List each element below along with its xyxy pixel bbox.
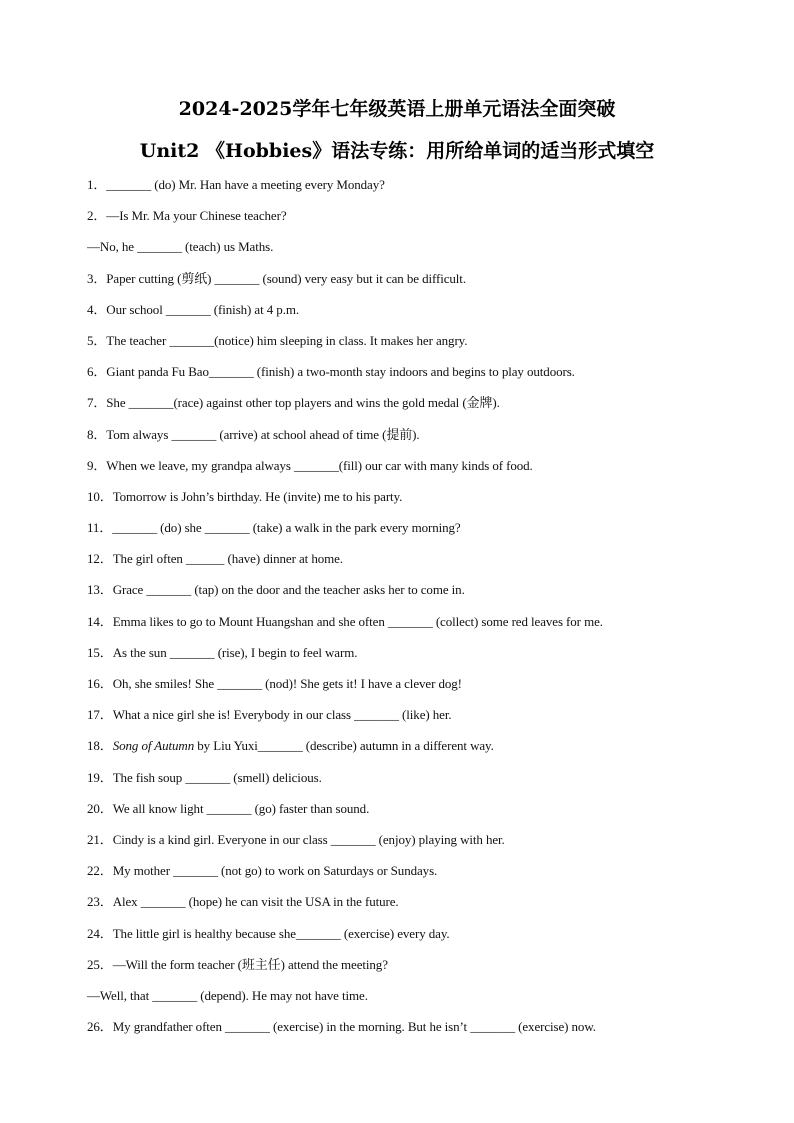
exercise-line: —Well, that _______ (depend). He may not have time. bbox=[87, 987, 368, 1003]
exercise-line: 14．Emma likes to go to Mount Huangshan and she often _______ (collect) some red leaves for me. bbox=[87, 613, 603, 629]
exercise-line: 12．The girl often ______ (have) dinner at home. bbox=[87, 551, 343, 567]
exercise-line: 7．She _______(race) against other top players and wins the gold medal (金牌). bbox=[87, 395, 500, 411]
exercise-line: 8．Tom always _______ (arrive) at school ahead of time (提前). bbox=[87, 426, 420, 442]
exercise-line: 11．_______ (do) she _______ (take) a walk in the park every morning? bbox=[87, 520, 461, 536]
exercise-line: 24．The little girl is healthy because she_______ (exercise) every day. bbox=[87, 925, 450, 941]
exercise-line: 25．—Will the form teacher (班主任) attend the meeting? bbox=[87, 956, 388, 972]
exercise-line: 2．—Is Mr. Ma your Chinese teacher? bbox=[87, 208, 287, 224]
exercise-line: —No, he _______ (teach) us Maths. bbox=[87, 239, 274, 255]
worksheet-title: 2024-2025学年七年级英语上册单元语法全面突破 bbox=[178, 98, 616, 120]
exercise-line: 16．Oh, she smiles! She _______ (nod)! She gets it! I have a clever dog! bbox=[87, 676, 462, 691]
exercise-line: 4．Our school _______ (finish) at 4 p.m. bbox=[87, 301, 300, 317]
book-title: Song of Autumn bbox=[112, 738, 195, 754]
worksheet-subtitle: Unit2 《Hobbies》语法专练：用所给单词的适当形式填空 bbox=[139, 140, 655, 162]
exercise-line: 26．My grandfather often _______ (exercise) in the morning. But he isn’t _______ (exercise) now. bbox=[87, 1019, 596, 1035]
exercise-line: 5．The teacher _______(notice) him sleeping in class. It makes her angry. bbox=[87, 332, 468, 348]
exercise-line: 21．Cindy is a kind girl. Everyone in our class _______ (enjoy) playing with her. bbox=[87, 831, 505, 847]
exercise-line: 6．Giant panda Fu Bao_______ (finish) a two-month stay indoors and begins to play outdoors. bbox=[87, 364, 575, 380]
exercise-line: 17．What a nice girl she is! Everybody in our class _______ (like) her. bbox=[87, 707, 452, 723]
exercise-line: 13．Grace _______ (tap) on the door and the teacher asks her to come in. bbox=[87, 582, 465, 598]
exercise-number: 18． bbox=[87, 738, 113, 754]
exercise-text: by Liu Yuxi_______ (describe) autumn in a different way. bbox=[194, 738, 494, 754]
exercise-line: 19．The fish soup _______ (smell) delicious. bbox=[87, 769, 322, 785]
exercise-line: 1．_______ (do) Mr. Han have a meeting every Monday? bbox=[87, 177, 385, 192]
exercise-line: 9．When we leave, my grandpa always _______(fill) our car with many kinds of food. bbox=[87, 457, 533, 473]
exercise-line-18 bbox=[87, 736, 767, 767]
exercise-line: 3．Paper cutting (剪纸) _______ (sound) very easy but it can be difficult. bbox=[87, 270, 466, 286]
exercise-line: 20．We all know light _______ (go) faster than sound. bbox=[87, 800, 370, 816]
exercise-line: 22．My mother _______ (not go) to work on Saturdays or Sundays. bbox=[87, 863, 438, 879]
exercise-line: 10．Tomorrow is John’s birthday. He (invite) me to his party. bbox=[87, 488, 403, 504]
exercise-line: 15．As the sun _______ (rise), I begin to feel warm. bbox=[87, 644, 358, 660]
exercise-line: 23．Alex _______ (hope) he can visit the USA in the future. bbox=[87, 894, 399, 910]
exercise-list bbox=[87, 175, 767, 1048]
